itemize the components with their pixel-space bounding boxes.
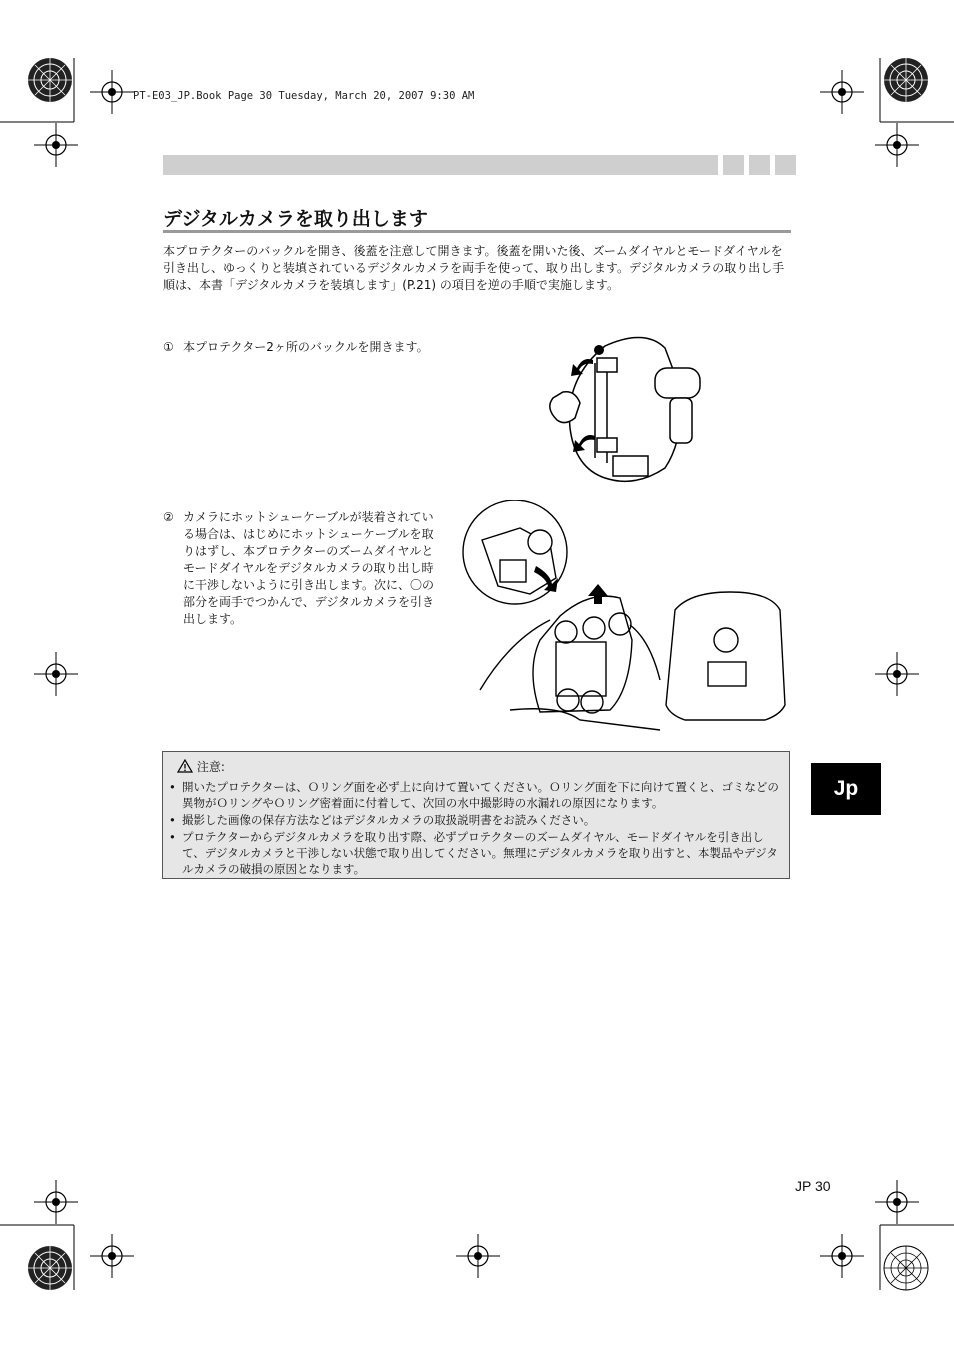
caution-item: • 撮影した画像の保存方法などはデジタルカメラの取扱説明書をお読みください。: [169, 812, 783, 828]
step-text: カメラにホットシューケーブルが装着されている場合は、はじめにホットシューケーブルを取りはずし、本プロテクターのズームダイヤルとモードダイヤルをデジタルカメラの取り出し時に干渉しないように引き出します。次に、〇の部分を両手でつかんで、デジタルカメラを引き出します。: [183, 510, 435, 626]
section-header-square: [749, 155, 770, 175]
caution-list: [169, 779, 783, 878]
caution-item: • 開いたプロテクターは、Ｏリング面を必ず上に向けて置いてください。Ｏリング面を下に向けて置くと、ゴミなどの異物がＯリングやＯリング密着面に付着して、次回の水中撮影時の水漏れの原因になります。: [169, 779, 783, 811]
step-number: ①: [163, 340, 174, 354]
caution-label: 注意:: [196, 760, 225, 774]
caution-box: [162, 751, 790, 879]
title-underline: [163, 230, 791, 233]
section-header-bar: [163, 155, 718, 175]
illustration-remove-camera: [460, 500, 790, 732]
step-1: [163, 339, 437, 356]
caution-item: • プロテクターからデジタルカメラを取り出す際、必ずプロテクターのズームダイヤル、モードダイヤルを引き出して、デジタルカメラと干渉しない状態で取り出してください。無理にデジタルカメラを取り出すと、本製品やデジタルカメラの破損の原因となります。: [169, 829, 783, 877]
section-title: デジタルカメラを取り出します: [163, 208, 428, 230]
section-header-square: [775, 155, 796, 175]
intro-paragraph: 本プロテクターのバックルを開き、後蓋を注意して開きます。後蓋を開いた後、ズームダイヤルとモードダイヤルを引き出し、ゆっくりと装填されているデジタルカメラを両手を使って、取り出します。デジタルカメラの取り出し手順は、本書「デジタルカメラを装填します」(P.21) の項目を逆の手順で実施します。: [163, 244, 785, 292]
language-tab: Jp: [811, 763, 881, 815]
step-number: ②: [163, 510, 174, 524]
warning-triangle-icon: [177, 759, 193, 773]
illustration-open-buckles: [535, 328, 715, 488]
book-header-line: PT-E03_JP.Book Page 30 Tuesday, March 20, 2007 9:30 AM: [133, 90, 475, 102]
step-text: 本プロテクター2ヶ所のバックルを開きます。: [183, 340, 429, 354]
caution-header: [177, 759, 225, 775]
section-header-square: [723, 155, 744, 175]
page-number: JP 30: [795, 1178, 831, 1194]
step-2: [163, 509, 437, 628]
